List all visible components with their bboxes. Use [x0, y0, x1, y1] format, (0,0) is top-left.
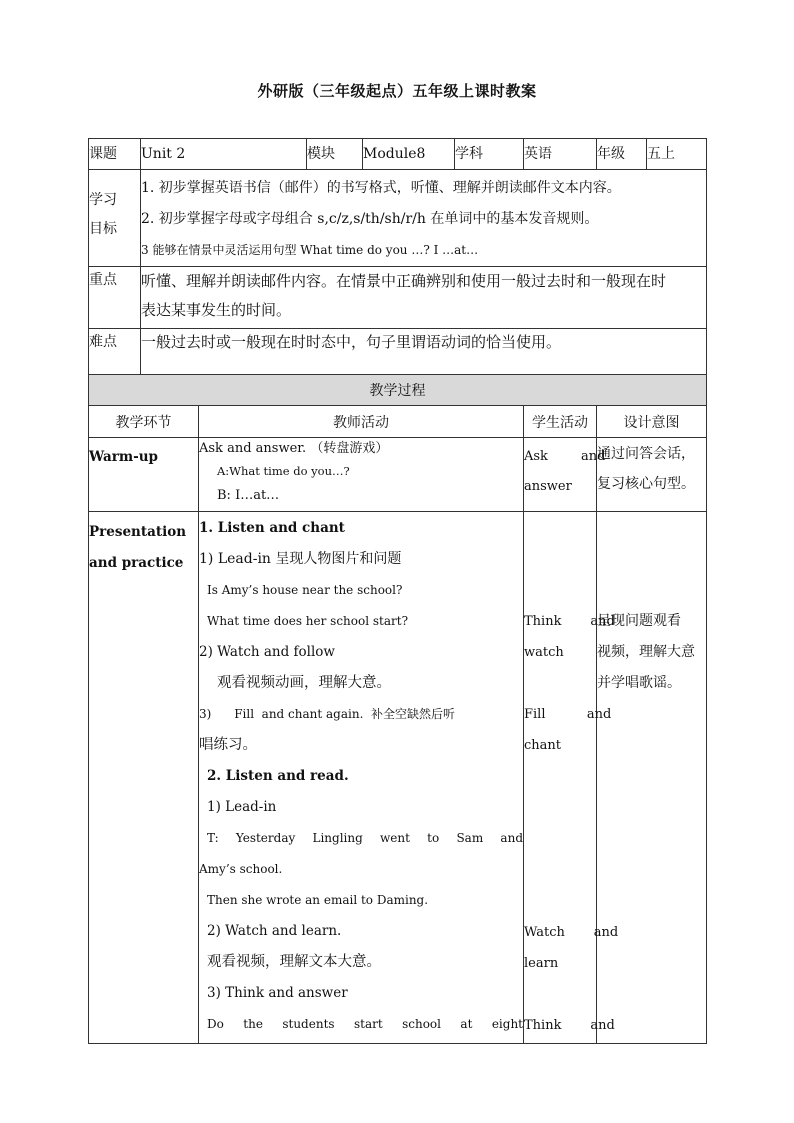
difficulty-label: 难点 — [89, 329, 141, 375]
difficulty-content: 一般过去时或一般现在时时态中，句子里谓语动词的恰当使用。 — [141, 329, 707, 375]
topic-label: 课题 — [89, 139, 141, 170]
topic-value: Unit 2 — [141, 139, 307, 170]
goal-item: 1. 初步掌握英语书信（邮件）的书写格式，听懂、理解并朗读邮件文本内容。 — [141, 180, 621, 196]
warmup-row — [89, 438, 707, 512]
difficulty-row — [89, 329, 707, 375]
grade-label: 年级 — [597, 139, 647, 170]
goals-row — [89, 170, 707, 267]
document-title: 外研版（三年级起点）五年级上课时教案 — [257, 82, 537, 100]
subject-label: 学科 — [455, 139, 524, 170]
goal-item: 3 能够在情景中灵活运用句型 What time do you …? I …at… — [141, 243, 479, 257]
goal-item: 2. 初步掌握字母或字母组合 s,c/z,s/th/sh/r/h 在单词中的基本发音规则。 — [141, 211, 599, 227]
column-header-design: 设计意图 — [597, 406, 707, 438]
key-label: 重点 — [89, 267, 141, 329]
column-header-stage: 教学环节 — [89, 406, 199, 438]
column-header-row — [89, 406, 707, 438]
column-header-teacher: 教师活动 — [199, 406, 524, 438]
warmup-design: 通过问答会话， 复习核心句型。 — [597, 438, 707, 512]
presentation-row — [89, 512, 707, 1044]
lesson-plan-table — [88, 138, 707, 1044]
process-header: 教学过程 — [89, 375, 707, 406]
presentation-teacher: 1. Listen and chant 1) Lead-in 呈现人物图片和问题 Is Amy’s house near the school? What time does her school start? 2) Watch and follow 观看视频动画，理解大意。 3) Fill and chant again. 补全空缺然后听 唱练习。 2. Listen and read. 1) Lead-in T: Yesterday Lingling went to Sam and Amy’s school. Then she wrote an email to Daming. 2) Watch and learn. 观看视频，理解文本大意。 3) Think and answer Do the students start school at eight — [199, 512, 524, 1044]
warmup-stage: Warm-up — [89, 438, 199, 512]
key-content: 听懂、理解并朗读邮件内容。在情景中正确辨别和使用一般过去时和一般现在时 表达某事发生的时间。 — [141, 267, 707, 329]
presentation-student: Think and watch Fill and chant Watch and learn Think and — [524, 512, 597, 1044]
goals-content — [141, 170, 707, 267]
warmup-teacher: Ask and answer. （转盘游戏） A:What time do you…? B: I…at… — [199, 438, 524, 512]
goals-label: 学习 目标 — [89, 170, 141, 267]
presentation-stage: Presentation and practice — [89, 512, 199, 1044]
module-value: Module8 — [363, 139, 455, 170]
warmup-student: Ask and answer — [524, 438, 597, 512]
grade-value: 五上 — [647, 139, 707, 170]
presentation-design: 呈现问题观看 视频，理解大意 并学唱歌谣。 — [597, 512, 707, 1044]
column-header-student: 学生活动 — [524, 406, 597, 438]
module-label: 模块 — [307, 139, 363, 170]
process-header-row — [89, 375, 707, 406]
subject-value: 英语 — [524, 139, 597, 170]
key-row — [89, 267, 707, 329]
info-row — [89, 139, 707, 170]
